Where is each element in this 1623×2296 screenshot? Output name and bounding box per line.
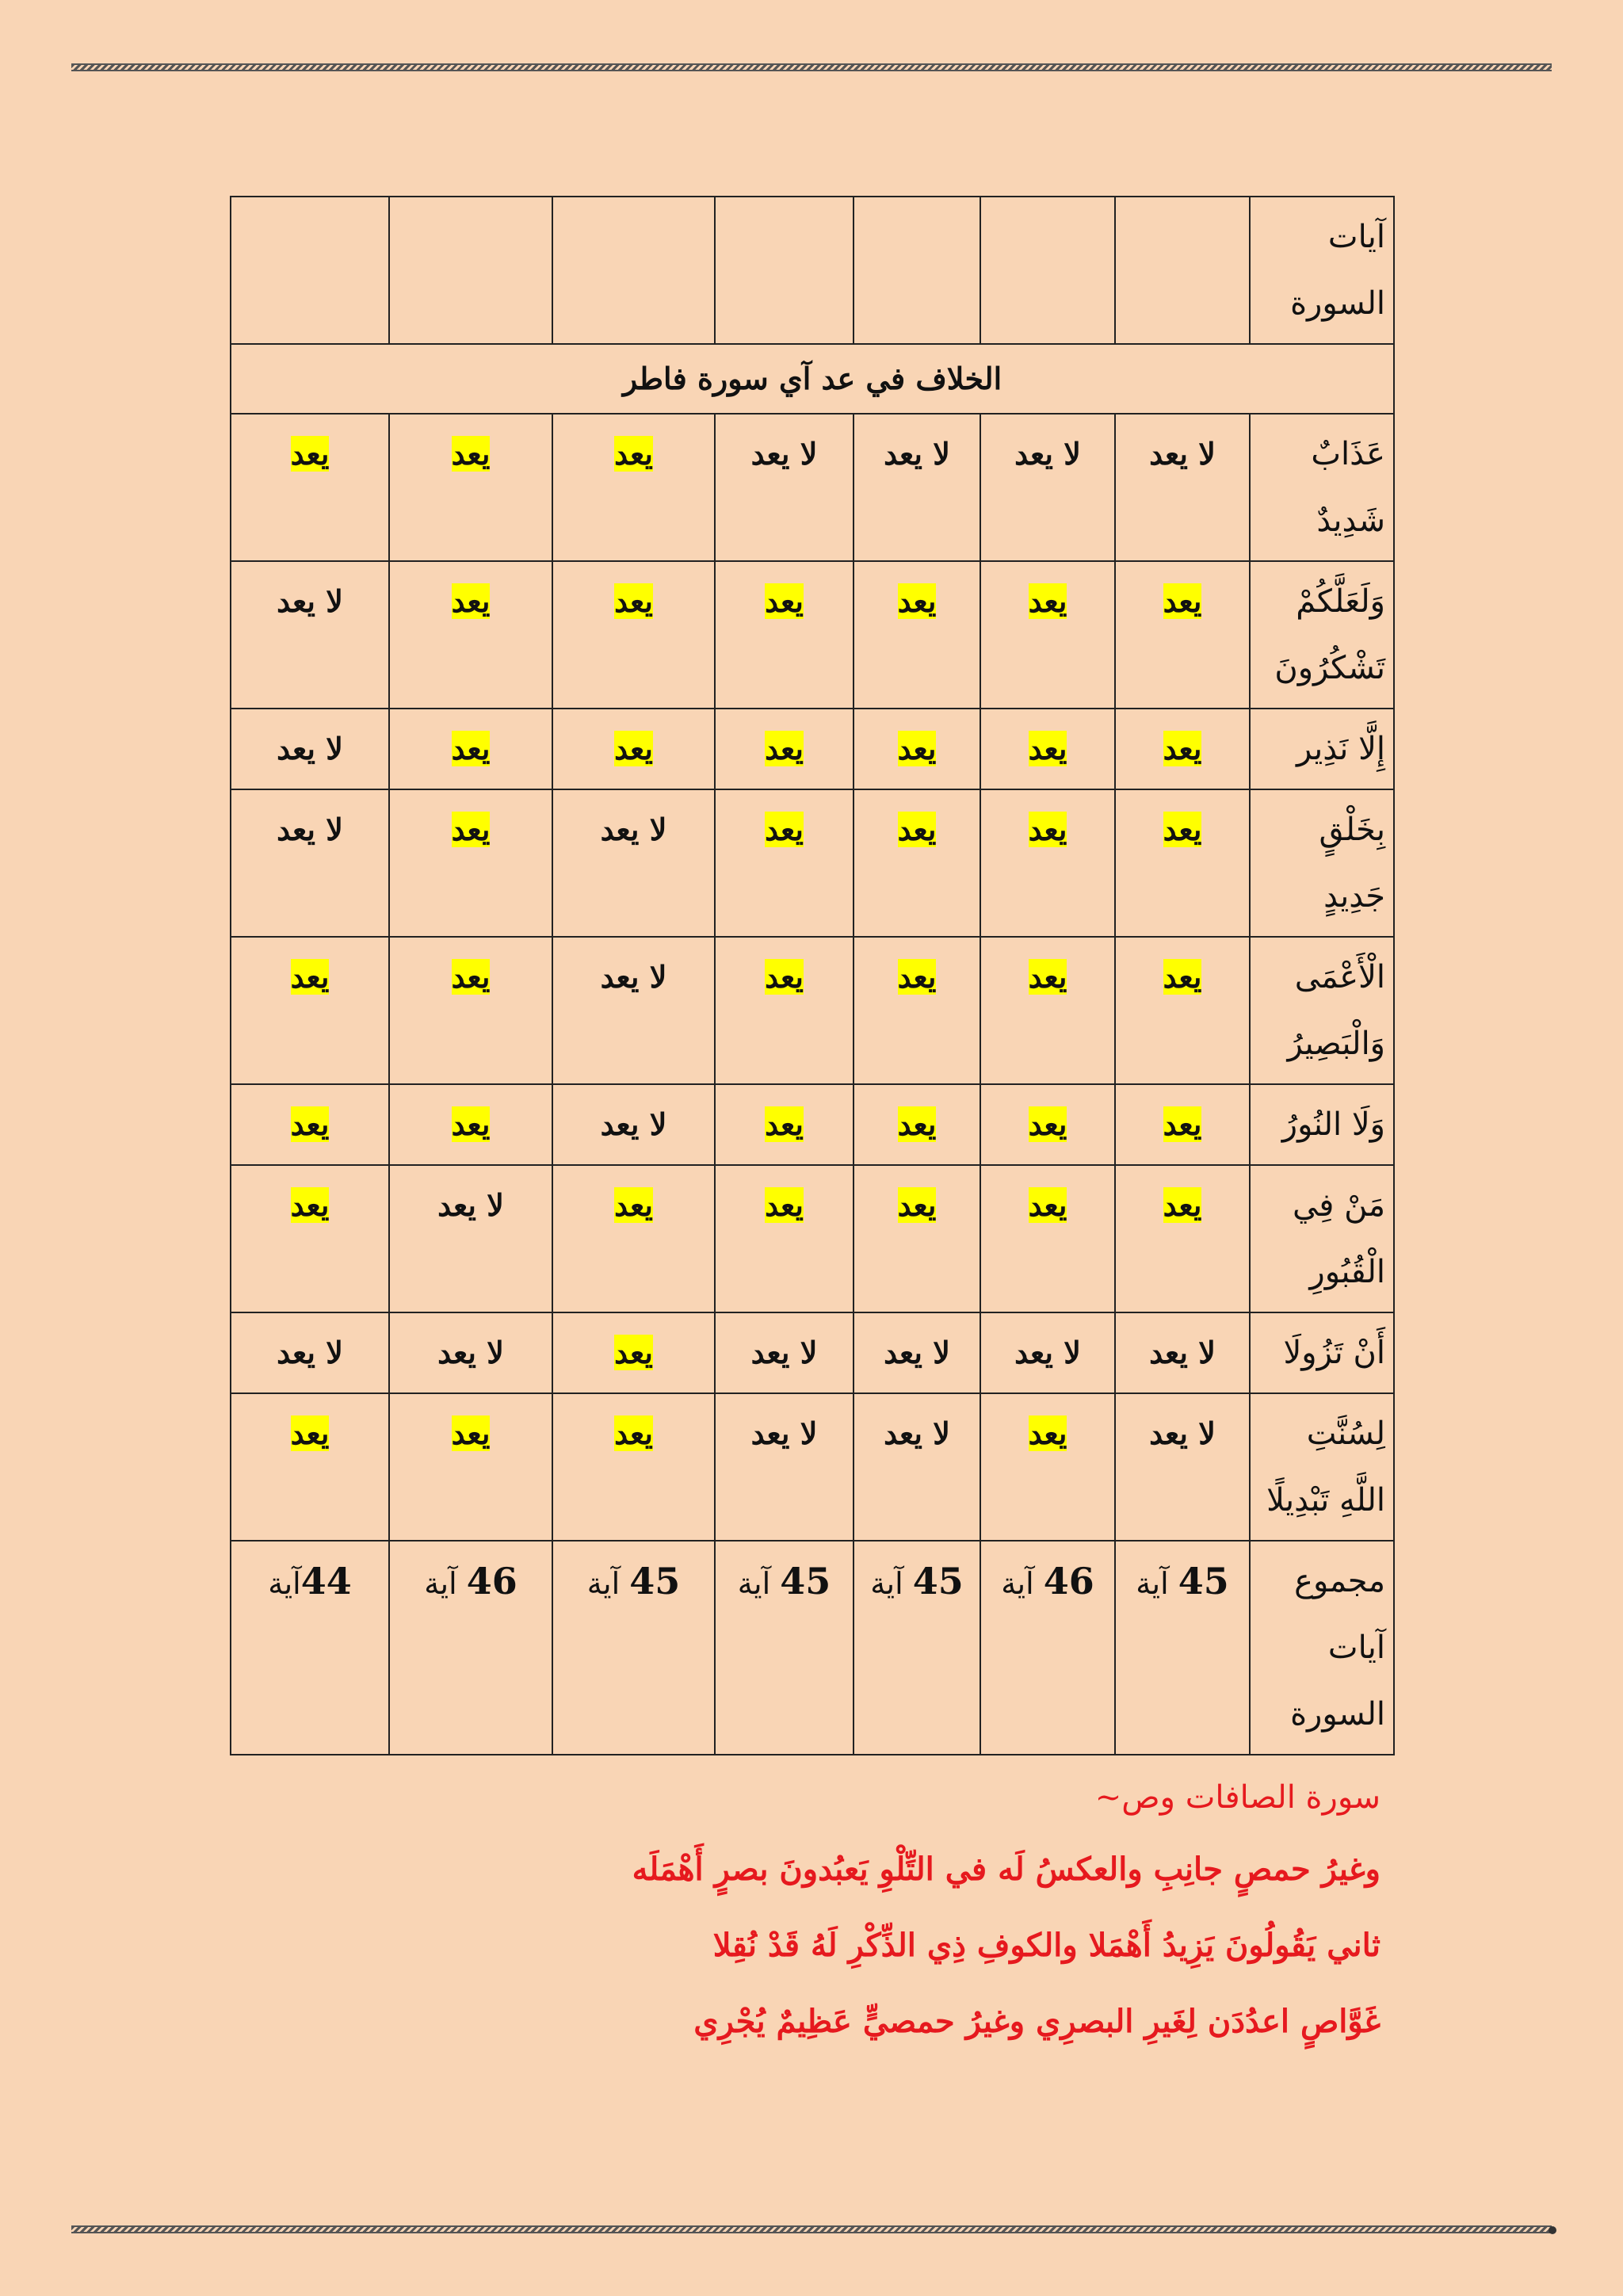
count-cell bbox=[854, 561, 980, 709]
verse-label-cell: عَذَابٌ شَدِيدٌ bbox=[1250, 414, 1394, 561]
count-cell bbox=[1115, 561, 1250, 709]
count-cell bbox=[552, 1312, 715, 1393]
count-value: لا يعد bbox=[884, 1335, 950, 1370]
count-cell bbox=[389, 937, 552, 1084]
count-cell bbox=[389, 1312, 552, 1393]
count-cell bbox=[854, 1084, 980, 1165]
poem-block bbox=[192, 1763, 1381, 2060]
count-value: يعد bbox=[765, 1187, 804, 1223]
count-value: يعد bbox=[614, 583, 653, 619]
total-number: 45 bbox=[780, 1560, 831, 1603]
total-number: 46 bbox=[1043, 1560, 1094, 1603]
count-value: يعد bbox=[1028, 959, 1067, 995]
count-value: يعد bbox=[897, 731, 937, 766]
table-row bbox=[231, 1393, 1394, 1541]
count-cell bbox=[389, 709, 552, 789]
total-cell bbox=[552, 1541, 715, 1755]
count-value: يعد bbox=[765, 959, 804, 995]
count-value: يعد bbox=[451, 731, 491, 766]
count-cell bbox=[231, 937, 389, 1084]
header-cell bbox=[980, 197, 1115, 344]
count-cell bbox=[715, 1165, 854, 1312]
count-value: لا يعد bbox=[750, 436, 818, 472]
count-cell bbox=[231, 709, 389, 789]
count-value: لا يعد bbox=[600, 1106, 667, 1142]
count-cell bbox=[552, 1393, 715, 1541]
count-value: يعد bbox=[290, 959, 330, 995]
table-title-row bbox=[231, 344, 1394, 414]
count-cell bbox=[552, 561, 715, 709]
count-cell bbox=[715, 709, 854, 789]
table-title: الخلاف في عد آي سورة فاطر bbox=[231, 344, 1394, 414]
count-value: لا يعد bbox=[437, 1187, 504, 1223]
total-unit: آية bbox=[424, 1566, 467, 1601]
count-cell bbox=[1115, 789, 1250, 937]
verse-label-cell: أَنْ تَزُولَا bbox=[1250, 1312, 1394, 1393]
header-cell bbox=[231, 197, 389, 344]
count-value: يعد bbox=[451, 436, 491, 472]
count-value: يعد bbox=[1028, 1415, 1067, 1451]
count-value: لا يعد bbox=[1014, 436, 1081, 472]
count-value: يعد bbox=[614, 1415, 653, 1451]
count-value: يعد bbox=[765, 1106, 804, 1142]
count-cell bbox=[854, 937, 980, 1084]
total-cell bbox=[854, 1541, 980, 1755]
table-row bbox=[231, 1312, 1394, 1393]
verse-label-cell: وَلَا النُورُ bbox=[1250, 1084, 1394, 1165]
table-row bbox=[231, 1084, 1394, 1165]
header-cell bbox=[1115, 197, 1250, 344]
count-cell bbox=[389, 1084, 552, 1165]
count-cell bbox=[980, 789, 1115, 937]
bottom-divider bbox=[71, 2225, 1552, 2233]
total-cell bbox=[1115, 1541, 1250, 1755]
count-cell bbox=[389, 789, 552, 937]
count-cell bbox=[389, 414, 552, 561]
count-value: لا يعد bbox=[1149, 1415, 1216, 1451]
poem-line: غَوَّاصٍ اعدُدَن لِغَيرِ البصرِي وغيرُ حمصيٍّ عَظِيمٌ يُجْرِي bbox=[693, 2003, 1381, 2040]
count-value: يعد bbox=[897, 1106, 937, 1142]
count-value: يعد bbox=[1163, 1187, 1202, 1223]
count-cell bbox=[231, 414, 389, 561]
count-cell bbox=[1115, 1084, 1250, 1165]
total-cell bbox=[715, 1541, 854, 1755]
count-value: لا يعد bbox=[277, 731, 343, 766]
count-value: لا يعد bbox=[277, 583, 343, 619]
count-cell bbox=[854, 1165, 980, 1312]
total-unit: آية bbox=[870, 1566, 913, 1601]
count-cell bbox=[980, 1393, 1115, 1541]
count-cell bbox=[389, 1393, 552, 1541]
count-value: يعد bbox=[451, 812, 491, 847]
count-cell bbox=[715, 1312, 854, 1393]
total-number: 45 bbox=[1178, 1560, 1229, 1603]
verse-label-cell: مَنْ فِي الْقُبُورِ bbox=[1250, 1165, 1394, 1312]
count-value: لا يعد bbox=[750, 1415, 818, 1451]
count-cell bbox=[231, 561, 389, 709]
count-cell bbox=[231, 1393, 389, 1541]
count-value: يعد bbox=[614, 1335, 653, 1370]
count-cell bbox=[715, 414, 854, 561]
count-cell bbox=[854, 1393, 980, 1541]
count-value: يعد bbox=[1028, 1187, 1067, 1223]
count-value: يعد bbox=[1028, 731, 1067, 766]
verse-label-cell: الْأَعْمَى وَالْبَصِيرُ bbox=[1250, 937, 1394, 1084]
table-row bbox=[231, 937, 1394, 1084]
count-value: لا يعد bbox=[277, 1335, 343, 1370]
count-cell bbox=[980, 937, 1115, 1084]
count-cell bbox=[389, 1165, 552, 1312]
count-cell bbox=[980, 414, 1115, 561]
verse-count-table bbox=[230, 196, 1395, 1755]
top-divider bbox=[71, 63, 1552, 71]
count-value: يعد bbox=[614, 731, 653, 766]
count-cell bbox=[1115, 709, 1250, 789]
count-cell bbox=[552, 414, 715, 561]
count-value: يعد bbox=[290, 1187, 330, 1223]
count-cell bbox=[854, 1312, 980, 1393]
header-label-cell: آيات السورة bbox=[1250, 197, 1394, 344]
count-cell bbox=[552, 709, 715, 789]
count-value: لا يعد bbox=[600, 959, 667, 995]
count-value: يعد bbox=[1028, 583, 1067, 619]
count-value: يعد bbox=[614, 1187, 653, 1223]
count-cell bbox=[552, 1165, 715, 1312]
count-cell bbox=[715, 561, 854, 709]
count-cell bbox=[854, 414, 980, 561]
count-cell bbox=[231, 789, 389, 937]
verse-label-cell: وَلَعَلَّكُمْ تَشْكُرُونَ bbox=[1250, 561, 1394, 709]
count-value: يعد bbox=[897, 583, 937, 619]
count-cell bbox=[1115, 1165, 1250, 1312]
header-cell bbox=[389, 197, 552, 344]
count-value: يعد bbox=[1163, 1106, 1202, 1142]
header-cell bbox=[715, 197, 854, 344]
total-cell bbox=[980, 1541, 1115, 1755]
table-body bbox=[231, 197, 1394, 1755]
table-row bbox=[231, 1165, 1394, 1312]
count-value: يعد bbox=[1163, 583, 1202, 619]
count-value: يعد bbox=[290, 1415, 330, 1451]
count-cell bbox=[1115, 1393, 1250, 1541]
count-cell bbox=[552, 937, 715, 1084]
count-value: يعد bbox=[1163, 812, 1202, 847]
verse-label-cell: بِخَلْقٍ جَدِيدٍ bbox=[1250, 789, 1394, 937]
count-cell bbox=[715, 789, 854, 937]
count-value: يعد bbox=[1163, 731, 1202, 766]
count-value: لا يعد bbox=[1014, 1335, 1081, 1370]
table-row bbox=[231, 709, 1394, 789]
count-cell bbox=[980, 709, 1115, 789]
total-unit: آية bbox=[737, 1566, 781, 1601]
total-number: 44 bbox=[300, 1560, 352, 1603]
count-value: يعد bbox=[1028, 812, 1067, 847]
total-unit: آية bbox=[1001, 1566, 1044, 1601]
count-cell bbox=[552, 789, 715, 937]
poem-line: وغيرُ حمصٍ جانِبِ والعكسُ لَه في التِّلْوِ يَعبُدونَ بصرٍ أَهْمَلَه bbox=[632, 1851, 1381, 1888]
count-cell bbox=[231, 1165, 389, 1312]
count-value: يعد bbox=[614, 436, 653, 472]
total-number: 46 bbox=[466, 1560, 517, 1603]
table-header-row bbox=[231, 197, 1394, 344]
count-cell bbox=[715, 1393, 854, 1541]
count-cell bbox=[1115, 937, 1250, 1084]
count-value: لا يعد bbox=[884, 436, 950, 472]
count-value: لا يعد bbox=[600, 812, 667, 847]
header-cell bbox=[854, 197, 980, 344]
count-cell bbox=[231, 1084, 389, 1165]
count-cell bbox=[854, 789, 980, 937]
count-cell bbox=[1115, 414, 1250, 561]
count-value: لا يعد bbox=[750, 1335, 818, 1370]
count-cell bbox=[980, 1312, 1115, 1393]
verse-label-cell: إِلَّا نَذِير bbox=[1250, 709, 1394, 789]
total-unit: آية bbox=[1136, 1566, 1178, 1601]
count-value: يعد bbox=[1028, 1106, 1067, 1142]
table-row bbox=[231, 414, 1394, 561]
count-cell bbox=[231, 1312, 389, 1393]
count-cell bbox=[715, 937, 854, 1084]
count-value: يعد bbox=[1163, 959, 1202, 995]
count-value: لا يعد bbox=[1149, 1335, 1216, 1370]
count-value: يعد bbox=[765, 812, 804, 847]
table-total-row bbox=[231, 1541, 1394, 1755]
count-cell bbox=[980, 561, 1115, 709]
count-value: يعد bbox=[451, 583, 491, 619]
header-cell bbox=[552, 197, 715, 344]
count-cell bbox=[552, 1084, 715, 1165]
count-value: يعد bbox=[290, 436, 330, 472]
count-value: لا يعد bbox=[277, 812, 343, 847]
count-cell bbox=[1115, 1312, 1250, 1393]
count-value: يعد bbox=[451, 1415, 491, 1451]
poem-line: ثاني يَقُولُونَ يَزِيدُ أَهْمَلا والكوفِ ذِي الذِّكْرِ لَهُ قَدْ نُقِلا bbox=[712, 1927, 1381, 1964]
count-value: يعد bbox=[897, 959, 937, 995]
total-label-cell: مجموع آيات السورة bbox=[1250, 1541, 1394, 1755]
count-value: يعد bbox=[290, 1106, 330, 1142]
count-value: يعد bbox=[897, 1187, 937, 1223]
count-cell bbox=[389, 561, 552, 709]
count-cell bbox=[980, 1165, 1115, 1312]
count-value: لا يعد bbox=[437, 1335, 504, 1370]
count-cell bbox=[854, 709, 980, 789]
count-value: لا يعد bbox=[884, 1415, 950, 1451]
total-cell bbox=[231, 1541, 389, 1755]
table-row bbox=[231, 561, 1394, 709]
total-cell bbox=[389, 1541, 552, 1755]
total-unit: آية bbox=[268, 1566, 301, 1601]
count-cell bbox=[980, 1084, 1115, 1165]
count-value: يعد bbox=[451, 959, 491, 995]
table-row bbox=[231, 789, 1394, 937]
count-value: يعد bbox=[451, 1106, 491, 1142]
total-number: 45 bbox=[912, 1560, 964, 1603]
count-cell bbox=[715, 1084, 854, 1165]
count-value: يعد bbox=[765, 583, 804, 619]
count-value: يعد bbox=[897, 812, 937, 847]
verse-label-cell: لِسُنَّتِ اللَّهِ تَبْدِيلًا bbox=[1250, 1393, 1394, 1541]
count-value: لا يعد bbox=[1149, 436, 1216, 472]
poem-heading: سورة الصافات وص~ bbox=[1094, 1779, 1381, 1816]
total-unit: آية bbox=[586, 1566, 630, 1601]
count-value: يعد bbox=[765, 731, 804, 766]
total-number: 45 bbox=[629, 1560, 681, 1603]
